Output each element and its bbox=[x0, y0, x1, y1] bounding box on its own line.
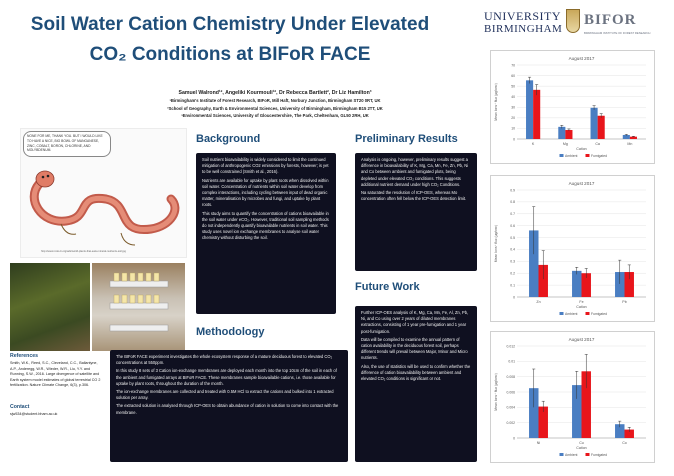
bar-ambient-mg bbox=[558, 127, 565, 139]
x-tick-label: Ca bbox=[595, 142, 600, 146]
y-tick-label: 0.4 bbox=[510, 247, 515, 252]
references-heading: References bbox=[10, 353, 38, 359]
preliminary-heading: Preliminary Results bbox=[355, 133, 458, 145]
y-tick-label: 0 bbox=[513, 137, 515, 142]
references-text: Smith, W.K., Reed, S.C., Cleveland, C.C., Ballantyne, A.P., Anderegg, W.R., Wieder, W.R., Liu, Y.Y. and Running, S.W., 2016. Large divergence of satellite and Earth system model estimates of global terrestrial CO 2 fertilization. Nature Climate Change, 6(3), p.306. bbox=[10, 361, 101, 388]
background-box bbox=[196, 153, 336, 314]
y-tick-label: 0.1 bbox=[510, 283, 515, 288]
y-tick-label: 0.012 bbox=[506, 344, 515, 349]
y-tick-label: 20 bbox=[511, 116, 515, 121]
affiliation-1: ¹Birmingham's Institute of Forest Research, BIFoR, Mill Haft, Norbury Junction, Birmingham ST20 0RT, UK bbox=[169, 98, 381, 103]
speech-bubble: NONE FOR ME, THANK YOU. BUT I WOULD LIKE TO HAVE A NICE, BIG BOWL OF MANGANESE, ZINC, COBALT, BORON, CHLORINE, AND MOLYBDENUM. bbox=[23, 131, 111, 157]
chart-title: August 2017 bbox=[568, 56, 595, 61]
chart-minor-cations-svg bbox=[491, 176, 654, 321]
worm-icon bbox=[21, 129, 186, 257]
y-tick-label: 0.8 bbox=[510, 200, 515, 205]
future-heading: Future Work bbox=[355, 281, 420, 293]
y-tick-label: 70 bbox=[511, 63, 515, 68]
contact-heading: Contact bbox=[10, 404, 30, 410]
x-tick-label: Mn bbox=[627, 142, 633, 146]
legend-label: Fumigated bbox=[591, 453, 608, 457]
background-paragraph-2: Nutrients are available for uptake by plant roots when dissolved within soil water. Concentration of nutrients within soil water develop from complex interactions, including cycling between input of dead organic matter, mineralisation by microbes and fungi, and uptake by plant roots. bbox=[202, 177, 329, 208]
y-tick-label: 0.3 bbox=[510, 259, 515, 264]
preliminary-paragraph-2: Na saturated the resolution of ICP-OES, whereas Mo concentration often fell below the ICP-OES detection limit. bbox=[361, 190, 467, 202]
y-tick-label: 0.002 bbox=[506, 420, 515, 425]
university-line-1: UNIVERSITY bbox=[484, 9, 561, 23]
y-axis-label: Mean Ions⁺ flux (μg/cm²) bbox=[494, 373, 498, 411]
methodology-paragraph-4: The extracted solution is analysed through ICP-OES to obtain abundance of cation in solution to come into contact with the membrane. bbox=[116, 403, 339, 415]
future-paragraph-2: Data will be compiled to examine the annual pattern of cation availability in the deciduous forest soil, perhaps different trends will prevail between Major, Minor and Micro nutrients. bbox=[361, 336, 468, 361]
legend-label: Ambient bbox=[565, 453, 578, 457]
y-tick-label: 0 bbox=[513, 295, 515, 300]
legend-label: Fumigated bbox=[591, 154, 608, 158]
y-tick-label: 30 bbox=[511, 105, 515, 110]
future-box bbox=[355, 306, 477, 462]
bifor-subtitle: BIRMINGHAM INSTITUTE OF FOREST RESEARCH bbox=[584, 31, 651, 35]
chart-micro-cations-svg bbox=[491, 332, 654, 462]
bar-fumigated-ca bbox=[598, 116, 605, 139]
bar-ambient-k bbox=[526, 80, 533, 139]
future-paragraph-3: Also, the use of statistics will be used to confirm whether the difference of cation bioavailability between ambient and elevated CO₂ conditions is significant or not. bbox=[361, 363, 471, 382]
x-tick-label: Mg bbox=[562, 142, 568, 146]
background-heading: Background bbox=[196, 133, 261, 145]
y-tick-label: 0.5 bbox=[510, 235, 515, 240]
y-axis-label: Mean Ions⁺ flux (μg/cm²) bbox=[494, 224, 498, 263]
x-axis-label: Cation bbox=[576, 147, 587, 151]
legend-swatch bbox=[560, 154, 564, 157]
lab-photo bbox=[92, 263, 185, 351]
legend-swatch bbox=[586, 154, 590, 157]
chart-title: August 2017 bbox=[568, 337, 595, 342]
legend-swatch bbox=[586, 312, 590, 315]
bar-fumigated-mg bbox=[565, 130, 572, 139]
y-tick-label: 10 bbox=[511, 126, 515, 131]
y-tick-label: 0.9 bbox=[510, 188, 515, 193]
x-tick-label: Fe bbox=[579, 300, 584, 304]
x-axis-label: Cation bbox=[576, 446, 587, 450]
x-tick-label: Zn bbox=[536, 300, 541, 304]
preliminary-box bbox=[355, 153, 477, 271]
legend-swatch bbox=[586, 453, 590, 456]
affiliations bbox=[120, 97, 430, 120]
y-tick-label: 0.2 bbox=[510, 271, 515, 276]
y-axis-label: Mean Ions⁺ flux (μg/cm²) bbox=[494, 83, 498, 121]
x-tick-label: Co bbox=[622, 441, 627, 445]
y-tick-label: 50 bbox=[511, 84, 515, 89]
legend-swatch bbox=[560, 453, 564, 456]
legend-label: Fumigated bbox=[591, 312, 608, 316]
y-tick-label: 0 bbox=[513, 436, 515, 441]
methodology-paragraph-3: The ion-exchange membranes are collected and treated with 0.5M HCl to extract the cations and bulked into 1 extracted solution per array. bbox=[116, 389, 334, 401]
y-tick-label: 0.01 bbox=[508, 359, 515, 364]
x-tick-label: Ni bbox=[536, 441, 541, 445]
future-paragraph-1: Further ICP-OES analysis of K, Mg, Ca, Mn, Fe, Al, Zn, Pb, Ni, and Co using over 2 years of diluted membranes extractions, consisting of 1 year pre-fumigation and 1 year post-fumigation. bbox=[361, 310, 469, 334]
y-tick-label: 0.6 bbox=[510, 223, 515, 228]
university-logo bbox=[484, 10, 564, 36]
bar-ambient-fe bbox=[572, 271, 581, 297]
bar-ambient-ca bbox=[591, 108, 598, 139]
title-line-1: Soil Water Cation Chemistry Under Elevated bbox=[30, 14, 430, 35]
methodology-box bbox=[110, 350, 348, 462]
chart-minor-cations bbox=[490, 175, 655, 322]
legend-label: Ambient bbox=[565, 312, 578, 316]
field-photo bbox=[10, 263, 90, 351]
y-tick-label: 60 bbox=[511, 73, 515, 78]
poster-title bbox=[10, 12, 450, 68]
affiliation-3: ³Environmental Sciences, University of Gloucestershire, The Park, Cheltenham, GL50 2RH, UK bbox=[181, 113, 369, 118]
y-tick-label: 0.008 bbox=[506, 374, 515, 379]
legend-swatch bbox=[560, 312, 564, 315]
chart-micro-cations bbox=[490, 331, 655, 463]
methodology-paragraph-2: In this study 8 sets of 3 Cation ion-exchange membranes are deployed each month into the top 10cm of the soil in each of the ambient and fumigated arrays at BIFoR FACE. These membranes sample bioavailable cations, i.e. those available for uptake by plant roots, throughout the duration of the month. bbox=[116, 368, 337, 386]
cartoon-credit: http://www.roots-b.org/ads/world-plants-that-eats-mineral-nutrients-soil.jpg bbox=[41, 250, 126, 253]
x-tick-label: K bbox=[531, 142, 535, 146]
bar-fumigated-k bbox=[533, 90, 540, 139]
chart-title: August 2017 bbox=[568, 181, 595, 186]
crest-icon bbox=[566, 9, 580, 33]
title-line-2: CO₂ Conditions at BIFoR FACE bbox=[89, 44, 371, 65]
bifor-logo: BIFOR bbox=[584, 12, 637, 28]
y-tick-label: 40 bbox=[511, 95, 515, 100]
methodology-heading: Methodology bbox=[196, 326, 265, 338]
worm-cartoon bbox=[20, 128, 187, 258]
methodology-paragraph-1: The BIFoR FACE experiment investigates the whole ecosystem response of a mature deciduous forest to elevated CO₂ concentrations at 550ppm. bbox=[116, 354, 333, 366]
affiliation-2: ²School of Geography, Earth & Environmental Sciences, University of Birmingham, Birmingham B15 2TT, UK bbox=[167, 105, 383, 111]
legend-label: Ambient bbox=[565, 154, 578, 158]
y-tick-label: 0.7 bbox=[510, 212, 515, 217]
x-tick-label: Pb bbox=[622, 300, 627, 304]
background-paragraph-3: This study aims to quantify the concentration of cations bioavailable in the soil water under eCO₂. However, traditional soil sampling methods do not independently quantify bioavailable nutrients in soil water. This study uses novel ion exchange membranes to analyse soil water chemistry without disturbing the soil. bbox=[202, 210, 329, 241]
y-tick-label: 0.004 bbox=[506, 405, 515, 410]
x-axis-label: Cation bbox=[576, 305, 587, 309]
chart-major-cations-svg bbox=[491, 51, 654, 163]
x-tick-label: Cu bbox=[579, 441, 584, 445]
background-paragraph-1: Soil nutrient bioavailability is widely considered to limit the continued mitigation of anthropogenic CO2 emissions by forests, however; is yet to be well constrained (Smith et al., 2016). bbox=[202, 157, 329, 175]
preliminary-paragraph-1: Analysis is ongoing, however, preliminary results suggest a difference in bioavailability of K, Mg, Ca, Mn, Fe, Zn, Pb, Ni and Co between ambient and fumigated plots, being depleted under elevated CO₂ conditions. This suggests additional nutrient demand under high CO₂ Conditions. bbox=[361, 157, 469, 187]
contact-email: sjw534@student.bham.ac.uk bbox=[10, 412, 58, 416]
university-line-2: BIRMINGHAM bbox=[484, 23, 563, 35]
y-tick-label: 0.006 bbox=[506, 390, 515, 395]
authors: Samuel Walrond¹², Angeliki Kourmouli¹², Dr Rebecca Bartlett², Dr Liz Hamilton³ bbox=[178, 90, 372, 96]
chart-major-cations bbox=[490, 50, 655, 164]
sample-tray-icon bbox=[92, 263, 185, 351]
